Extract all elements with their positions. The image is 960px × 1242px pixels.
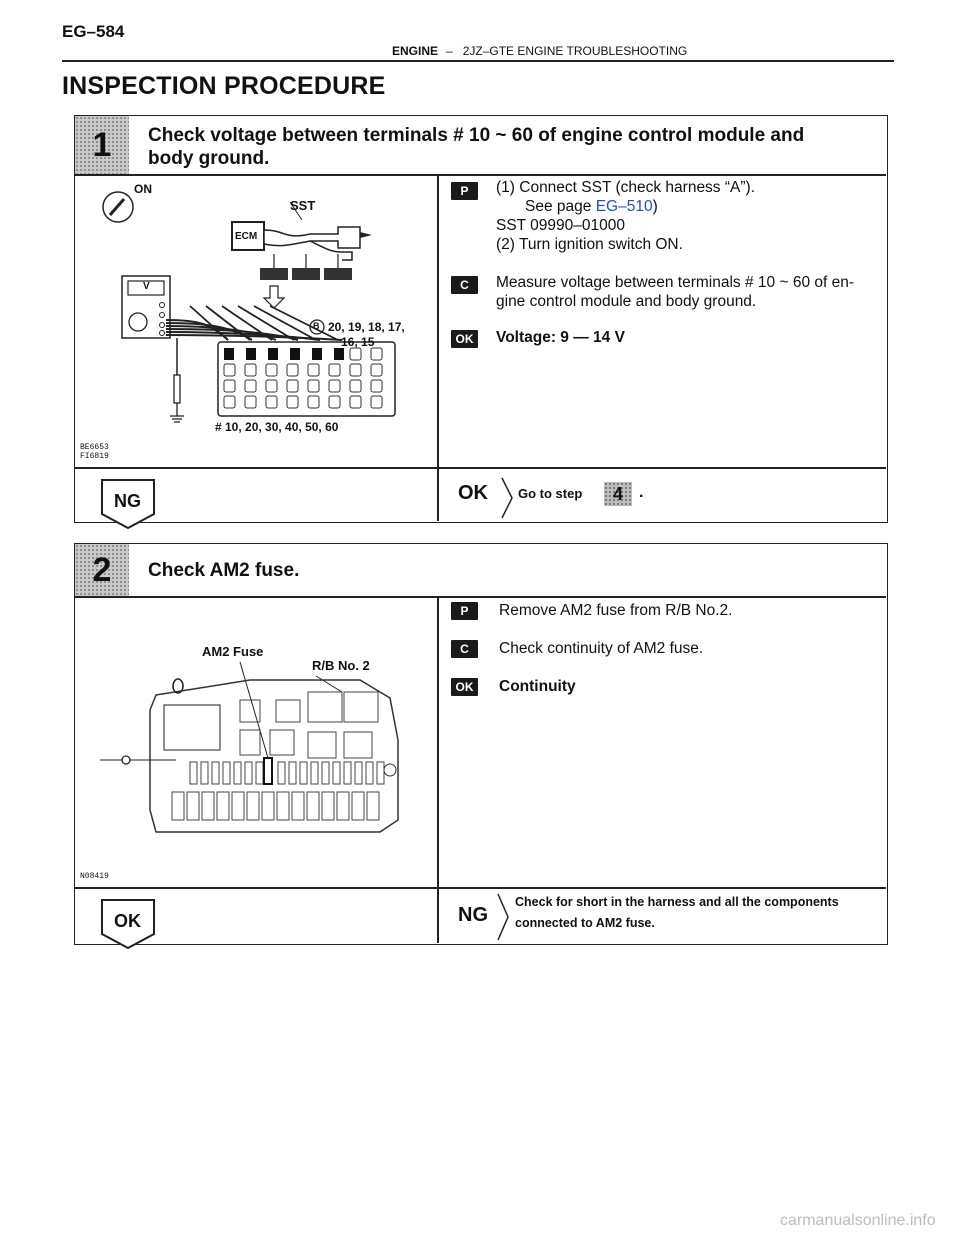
header-rule bbox=[62, 60, 894, 62]
step1-ok-text: Voltage: 9 — 14 V bbox=[496, 329, 625, 346]
fuse-slot bbox=[247, 792, 259, 820]
step2-title: Check AM2 fuse. bbox=[148, 560, 300, 581]
ecm-label: ECM bbox=[235, 231, 258, 242]
fuse-slot bbox=[311, 762, 318, 784]
connector-terminal bbox=[371, 348, 382, 360]
step1-prep-line1: (1) Connect SST (check harness “A”). bbox=[496, 179, 755, 196]
am2-fuse-label: AM2 Fuse bbox=[202, 644, 264, 659]
step1-column-divider bbox=[437, 175, 439, 521]
connector-terminal bbox=[350, 348, 361, 360]
step1-title bbox=[148, 124, 878, 170]
fuse-slot bbox=[366, 762, 373, 784]
step2-ng-result-label: NG bbox=[458, 904, 488, 926]
page-heading: INSPECTION PROCEDURE bbox=[62, 72, 386, 100]
check-icon bbox=[451, 640, 478, 658]
prep-icon-text: P bbox=[460, 604, 469, 618]
fuse-slot bbox=[289, 762, 296, 784]
step1-prep-line4: (2) Turn ignition switch ON. bbox=[496, 236, 683, 253]
fuse-slot bbox=[217, 792, 229, 820]
fuse-slot bbox=[337, 792, 349, 820]
connector-terminal bbox=[329, 364, 340, 376]
fuse-slot bbox=[223, 762, 230, 784]
connector-terminal bbox=[245, 364, 256, 376]
fuse-slot bbox=[234, 762, 241, 784]
prep-icon bbox=[451, 602, 478, 620]
go-to-period: . bbox=[639, 484, 644, 501]
go-to-step-text: Go to step bbox=[518, 486, 583, 501]
connector-terminal bbox=[371, 364, 382, 376]
connector-terminal bbox=[350, 364, 361, 376]
section-separator: – bbox=[446, 44, 453, 58]
fuse-slot bbox=[307, 792, 319, 820]
terminals-label-2: 16, 15 bbox=[341, 335, 375, 349]
fuse-slot bbox=[190, 762, 197, 784]
fuse-slot bbox=[187, 792, 199, 820]
step1-check-line2: gine control module and body ground. bbox=[496, 293, 757, 310]
fuse-slot bbox=[278, 762, 285, 784]
step1-check-line1: Measure voltage between terminals # 10 ~ 60 of en- bbox=[496, 274, 855, 291]
terminals-label-1: 20, 19, 18, 17, bbox=[328, 320, 405, 334]
figure-id-line1: BE6653 bbox=[80, 443, 109, 452]
connector-b-label: B bbox=[313, 321, 320, 331]
ignition-on-label: ON bbox=[134, 182, 152, 196]
step2-prep-text: Remove AM2 fuse from R/B No.2. bbox=[499, 602, 733, 619]
connector-terminal bbox=[308, 380, 319, 392]
ok-icon-text: OK bbox=[455, 680, 474, 694]
connector-terminal bbox=[329, 396, 340, 408]
see-page-text: See page bbox=[525, 198, 596, 215]
step2-number-badge bbox=[75, 544, 129, 596]
connector-terminal bbox=[287, 396, 298, 408]
fuse-slot bbox=[352, 792, 364, 820]
fuse-slot bbox=[300, 762, 307, 784]
check-icon-text: C bbox=[460, 642, 469, 656]
fuse-slot bbox=[367, 792, 379, 820]
fuse-slot bbox=[277, 792, 289, 820]
fuse-slot bbox=[377, 762, 384, 784]
page-link-eg510[interactable]: EG–510 bbox=[595, 198, 653, 215]
rb-no2-label: R/B No. 2 bbox=[312, 658, 370, 673]
ok-icon bbox=[451, 678, 478, 696]
step1-ng-label: NG bbox=[114, 491, 141, 511]
step1-title-line2: body ground. bbox=[148, 148, 270, 169]
step1-prep-text bbox=[496, 178, 876, 254]
fuse-slot bbox=[322, 762, 329, 784]
fuse-slot bbox=[262, 792, 274, 820]
prep-icon-text: P bbox=[460, 184, 469, 198]
connector-terminal bbox=[287, 380, 298, 392]
step1-ok-result-label: OK bbox=[458, 482, 488, 504]
step2-ng-text bbox=[515, 892, 839, 934]
step1-number: 1 bbox=[92, 125, 112, 164]
step1-check-text bbox=[496, 273, 886, 311]
fuse-slot bbox=[212, 762, 219, 784]
fuse-slot bbox=[256, 762, 263, 784]
fuse-slot bbox=[245, 762, 252, 784]
prep-icon bbox=[451, 182, 478, 200]
fuse-slot bbox=[333, 762, 340, 784]
connector-terminal bbox=[224, 396, 235, 408]
fuse-slot bbox=[355, 762, 362, 784]
connector-terminal bbox=[266, 380, 277, 392]
step1-ng-pentagon[interactable] bbox=[101, 479, 155, 529]
ok-icon bbox=[451, 330, 478, 348]
step2-title-rule bbox=[75, 596, 886, 598]
page-number: EG–584 bbox=[62, 22, 125, 41]
step1-ok-chevron bbox=[500, 476, 516, 520]
step2-number: 2 bbox=[92, 550, 112, 589]
step2-figure bbox=[80, 600, 432, 884]
page-section-title bbox=[392, 44, 687, 58]
connector-terminal bbox=[371, 396, 382, 408]
ground-terminals-label: # 10, 20, 30, 40, 50, 60 bbox=[215, 420, 339, 434]
connector-terminal bbox=[308, 364, 319, 376]
step2-ok-text: Continuity bbox=[499, 678, 576, 695]
step2-ok-pentagon[interactable] bbox=[101, 899, 155, 949]
check-icon-text: C bbox=[460, 278, 469, 292]
step1-number-badge bbox=[75, 116, 129, 174]
connector-terminal bbox=[224, 364, 235, 376]
step2-result-rule bbox=[75, 887, 886, 889]
connector-terminal bbox=[287, 364, 298, 376]
fuse-slot bbox=[344, 762, 351, 784]
fuse-slot bbox=[172, 792, 184, 820]
step2-ng-line2: connected to AM2 fuse. bbox=[515, 916, 655, 930]
watermark: carmanualsonline.info bbox=[780, 1212, 936, 1229]
step1-prep-line2 bbox=[496, 197, 876, 216]
fuse-slot bbox=[202, 792, 214, 820]
connector-terminal bbox=[245, 396, 256, 408]
go-to-step-number: 4 bbox=[612, 483, 623, 504]
go-to-step-4-link[interactable] bbox=[604, 482, 632, 506]
step1-prep-line3: SST 09990–01000 bbox=[496, 217, 625, 234]
fuse-slot bbox=[292, 792, 304, 820]
connector-terminal bbox=[245, 380, 256, 392]
connector-terminal bbox=[371, 380, 382, 392]
ok-icon-text: OK bbox=[455, 332, 474, 346]
fuse-slot bbox=[322, 792, 334, 820]
voltmeter-label: V bbox=[143, 281, 150, 292]
subsection-name: 2JZ–GTE ENGINE TROUBLESHOOTING bbox=[462, 44, 688, 58]
connector-terminal bbox=[350, 380, 361, 392]
connector-terminal bbox=[266, 364, 277, 376]
step2-column-divider bbox=[437, 597, 439, 943]
connector-terminal bbox=[224, 380, 235, 392]
connector-terminal bbox=[350, 396, 361, 408]
fuse-slot bbox=[201, 762, 208, 784]
step1-figure-id bbox=[80, 443, 109, 461]
figure-id-line2: FI6819 bbox=[80, 452, 109, 461]
see-page-close: ) bbox=[652, 198, 658, 215]
step1-figure bbox=[80, 180, 432, 465]
sst-label: SST bbox=[290, 198, 316, 213]
fuse-slot bbox=[232, 792, 244, 820]
relay-block-diagram bbox=[80, 600, 432, 884]
connector-terminal bbox=[329, 380, 340, 392]
connector-terminal bbox=[308, 396, 319, 408]
step1-result-rule bbox=[75, 467, 886, 469]
step1-title-rule bbox=[75, 174, 886, 176]
section-name: ENGINE bbox=[392, 44, 439, 58]
connector-terminal bbox=[266, 396, 277, 408]
step2-ng-line1: Check for short in the harness and all the components bbox=[515, 895, 839, 909]
step1-title-line1: Check voltage between terminals # 10 ~ 60 of engine control module and bbox=[148, 125, 805, 146]
step2-ng-chevron bbox=[496, 892, 512, 942]
step2-ok-label: OK bbox=[114, 911, 141, 931]
check-icon bbox=[451, 276, 478, 294]
step2-check-text: Check continuity of AM2 fuse. bbox=[499, 640, 704, 657]
step2-figure-id: N08419 bbox=[80, 872, 109, 881]
